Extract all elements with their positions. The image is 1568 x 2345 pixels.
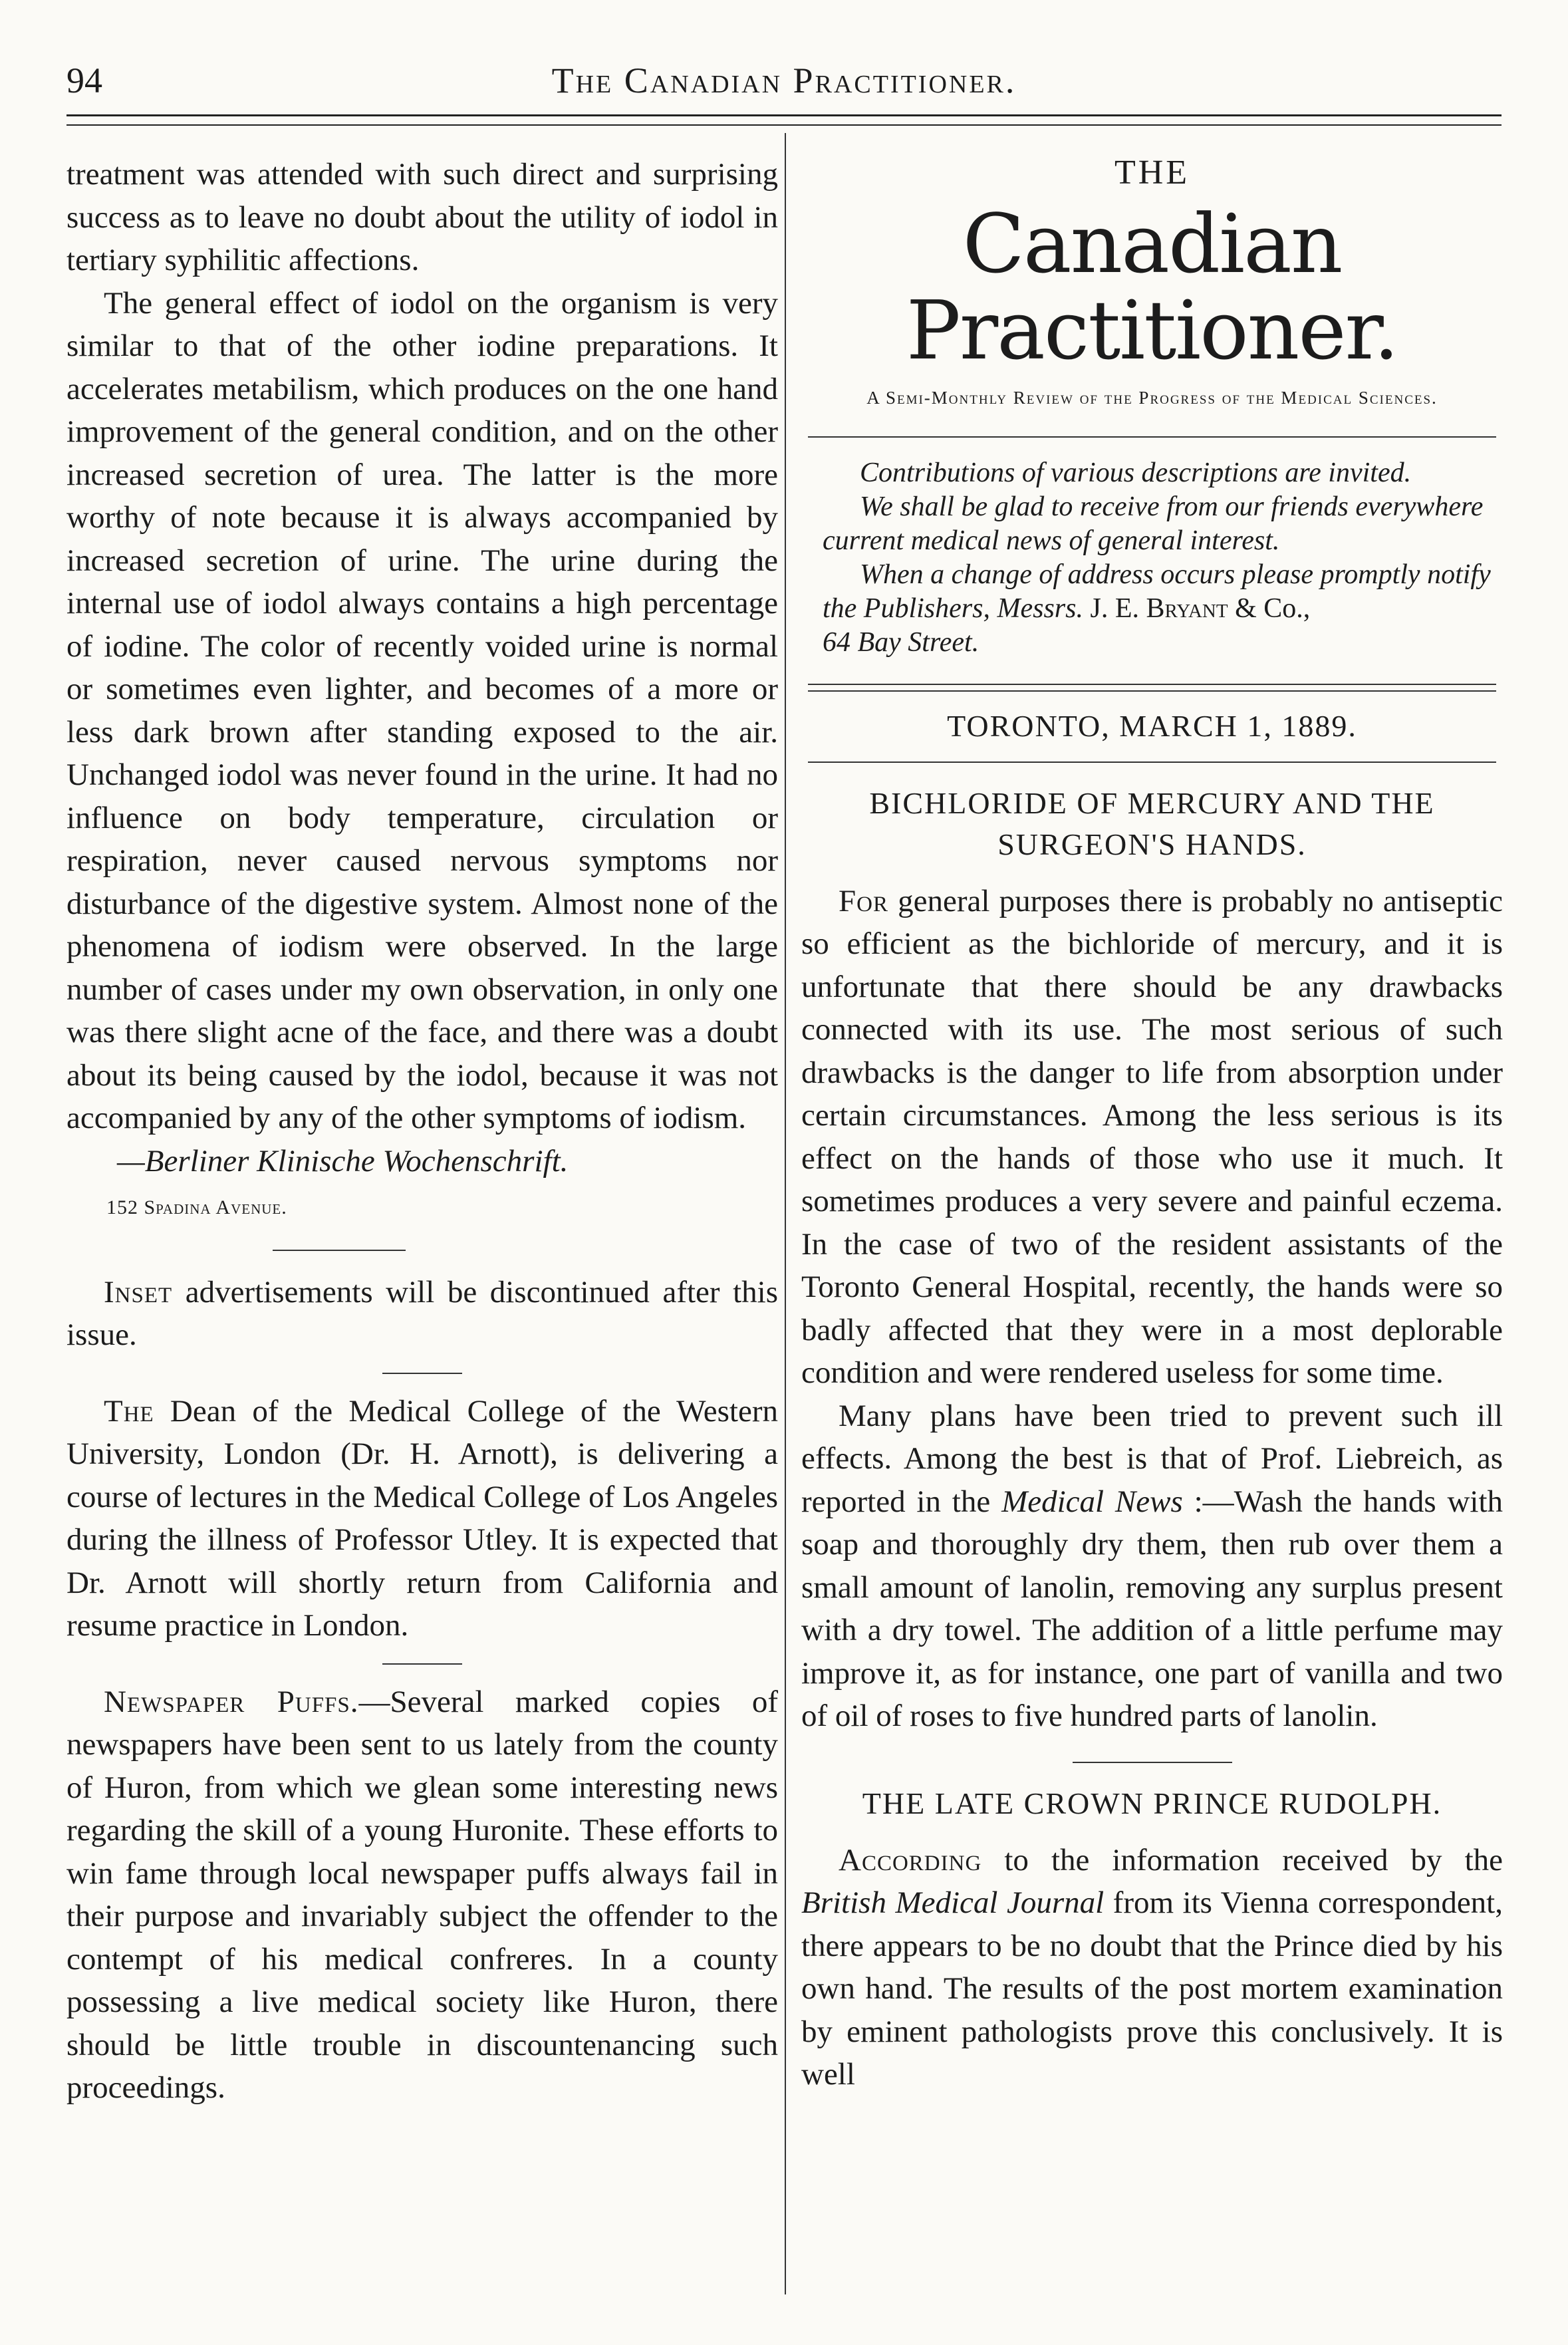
- notice-inset: [66, 1271, 778, 1357]
- divider: [382, 1663, 462, 1665]
- lead-word: According: [839, 1842, 982, 1877]
- right-column: [801, 153, 1503, 2096]
- divider: [273, 1250, 406, 1251]
- divider: [382, 1373, 462, 1374]
- article-headline: BICHLORIDE OF MERCURY AND THE SURGEON'S HANDS.: [869, 785, 1435, 861]
- masthead-subtitle: A Semi-Monthly Review of the Progress of the Medical Sciences.: [866, 388, 1438, 408]
- left-column: [66, 153, 778, 2110]
- journal-name: Medical News: [1001, 1484, 1183, 1519]
- publisher-name: Bryant: [1146, 593, 1228, 624]
- author-address: 152 Spadina Avenue.: [106, 1196, 287, 1218]
- article-text: to the information received by the: [981, 1842, 1503, 1877]
- masthead-title: Canadian Practitioner.: [906, 197, 1398, 378]
- divider: [808, 684, 1496, 692]
- dateline: TORONTO, MARCH 1, 1889.: [947, 709, 1357, 743]
- notice-dean-text: Dean of the Medical College of the Western University, London (Dr. H. Arnott), is delivering a course of lectures in the Medical College of Los Angeles during the illness of Professor Utley. It is expected that Dr. Arnott will shortly return from California and resume practice in London.: [66, 1393, 778, 1643]
- citation: —Berliner Klinische Wochenschrift.: [117, 1143, 569, 1178]
- article-paragraph: [801, 1395, 1503, 1738]
- publisher-initials: J. E.: [1083, 593, 1146, 624]
- notice-puffs: [66, 1681, 778, 2110]
- notice-news: We shall be glad to receive from our friends everywhere current medical news of general interest.: [823, 491, 1484, 556]
- article-paragraph: [801, 1839, 1503, 2096]
- column-divider: [785, 133, 786, 2294]
- masthead-the: THE: [1114, 154, 1190, 192]
- page-header: [66, 53, 1502, 113]
- article-paragraph: [801, 880, 1503, 1395]
- notice-contributions: Contributions of various descriptions are invited.: [860, 458, 1412, 488]
- article-text: Many plans have been tried to prevent such ill effects. Among the best is that of Prof. Liebreich, as reported in the: [801, 1398, 1503, 1519]
- paragraph-continued: treatment was attended with such direct and surprising success as to leave no doubt about the utility of iodol in tertiary syphilitic affections.: [66, 157, 778, 277]
- lead-word: Inset: [104, 1274, 173, 1310]
- article-headline: THE LATE CROWN PRINCE RUDOLPH.: [862, 1786, 1442, 1820]
- header-rule: [66, 114, 1502, 126]
- journal-name: British Medical Journal: [801, 1885, 1105, 1920]
- page-number: 94: [66, 61, 102, 100]
- article-text: :—Wash the hands with soap and thoroughly dry them, then rub over them a small amount of lanolin, removing any surplus present with a dry towel. The addition of a little perfume may improve it, as for instance, one part of vanilla and two of oil of roses to five hundred parts of lanolin.: [801, 1484, 1503, 1733]
- publisher-suffix: & Co.,: [1228, 593, 1311, 624]
- notice-address-change: [801, 558, 1503, 660]
- divider: [808, 761, 1496, 763]
- running-title: The Canadian Practitioner.: [551, 61, 1017, 100]
- notice-inset-text: advertisements will be discontinued after this issue.: [66, 1274, 778, 1352]
- notice-address-text: When a change of address occurs please promptly notify the Publishers, Messrs.: [823, 559, 1491, 624]
- lead-word: Newspaper Puffs.: [104, 1684, 359, 1719]
- article-text: from its Vienna correspondent, there appears to be no doubt that the Prince died by his own hand. The results of the post mortem examination by eminent pathologists prove this conclusively. It is well: [801, 1885, 1503, 2092]
- notice-puffs-text: —Several marked copies of newspapers have been sent to us lately from the county of Huron, from which we glean some interesting news regarding the skill of a young Huronite. These efforts to win fame through local newspaper puffs always fail in their purpose and invariably subject the offender to the contempt of his medical confreres. In a county possessing a live medical society like Huron, there should be little trouble in discountenancing such proceedings.: [66, 1684, 778, 2105]
- divider: [1073, 1762, 1232, 1763]
- lead-word: The: [104, 1393, 154, 1429]
- article-text: general purposes there is probably no antiseptic so efficient as the bichloride of mercury, and it is unfortunate that there should be any drawbacks connected with its use. The most serious of such drawbacks is the danger to life from absorption under certain circumstances. Among the less serious is its effect on the hands of those who use it much. It sometimes produces a very severe and painful eczema. In the case of two of the resident assistants of the Toronto General Hospital, recently, the hands were so badly affected that they were in a most deplorable condition and were rendered useless for some time.: [801, 883, 1503, 1390]
- publisher-address: 64 Bay Street.: [823, 627, 980, 658]
- paragraph-iodol-effects: The general effect of iodol on the organism is very similar to that of the other iodine preparations. It accelerates metabilism, which produces on the one hand improvement of the general condition, and on the other increased secretion of urea. The latter is the more worthy of note because it is always accompanied by increased secretion of urine. The urine during the internal use of iodol always contains a high percentage of iodine. The color of recently voided urine is normal or sometimes even lighter, and becomes of a more or less dark brown after standing exposed to the air. Unchanged iodol was never found in the urine. It had no influence on body temperature, circulation or respiration, never caused nervous symptoms nor disturbance of the digestive system. Almost none of the phenomena of iodism were observed. In the large number of cases under my own observation, in only one was there slight acne of the face, and there was a doubt about its being caused by the iodol, because it was not accompanied by any of the other symptoms of iodism.: [66, 285, 778, 1135]
- divider: [808, 436, 1496, 438]
- notice-dean: [66, 1390, 778, 1647]
- lead-word: For: [839, 883, 888, 918]
